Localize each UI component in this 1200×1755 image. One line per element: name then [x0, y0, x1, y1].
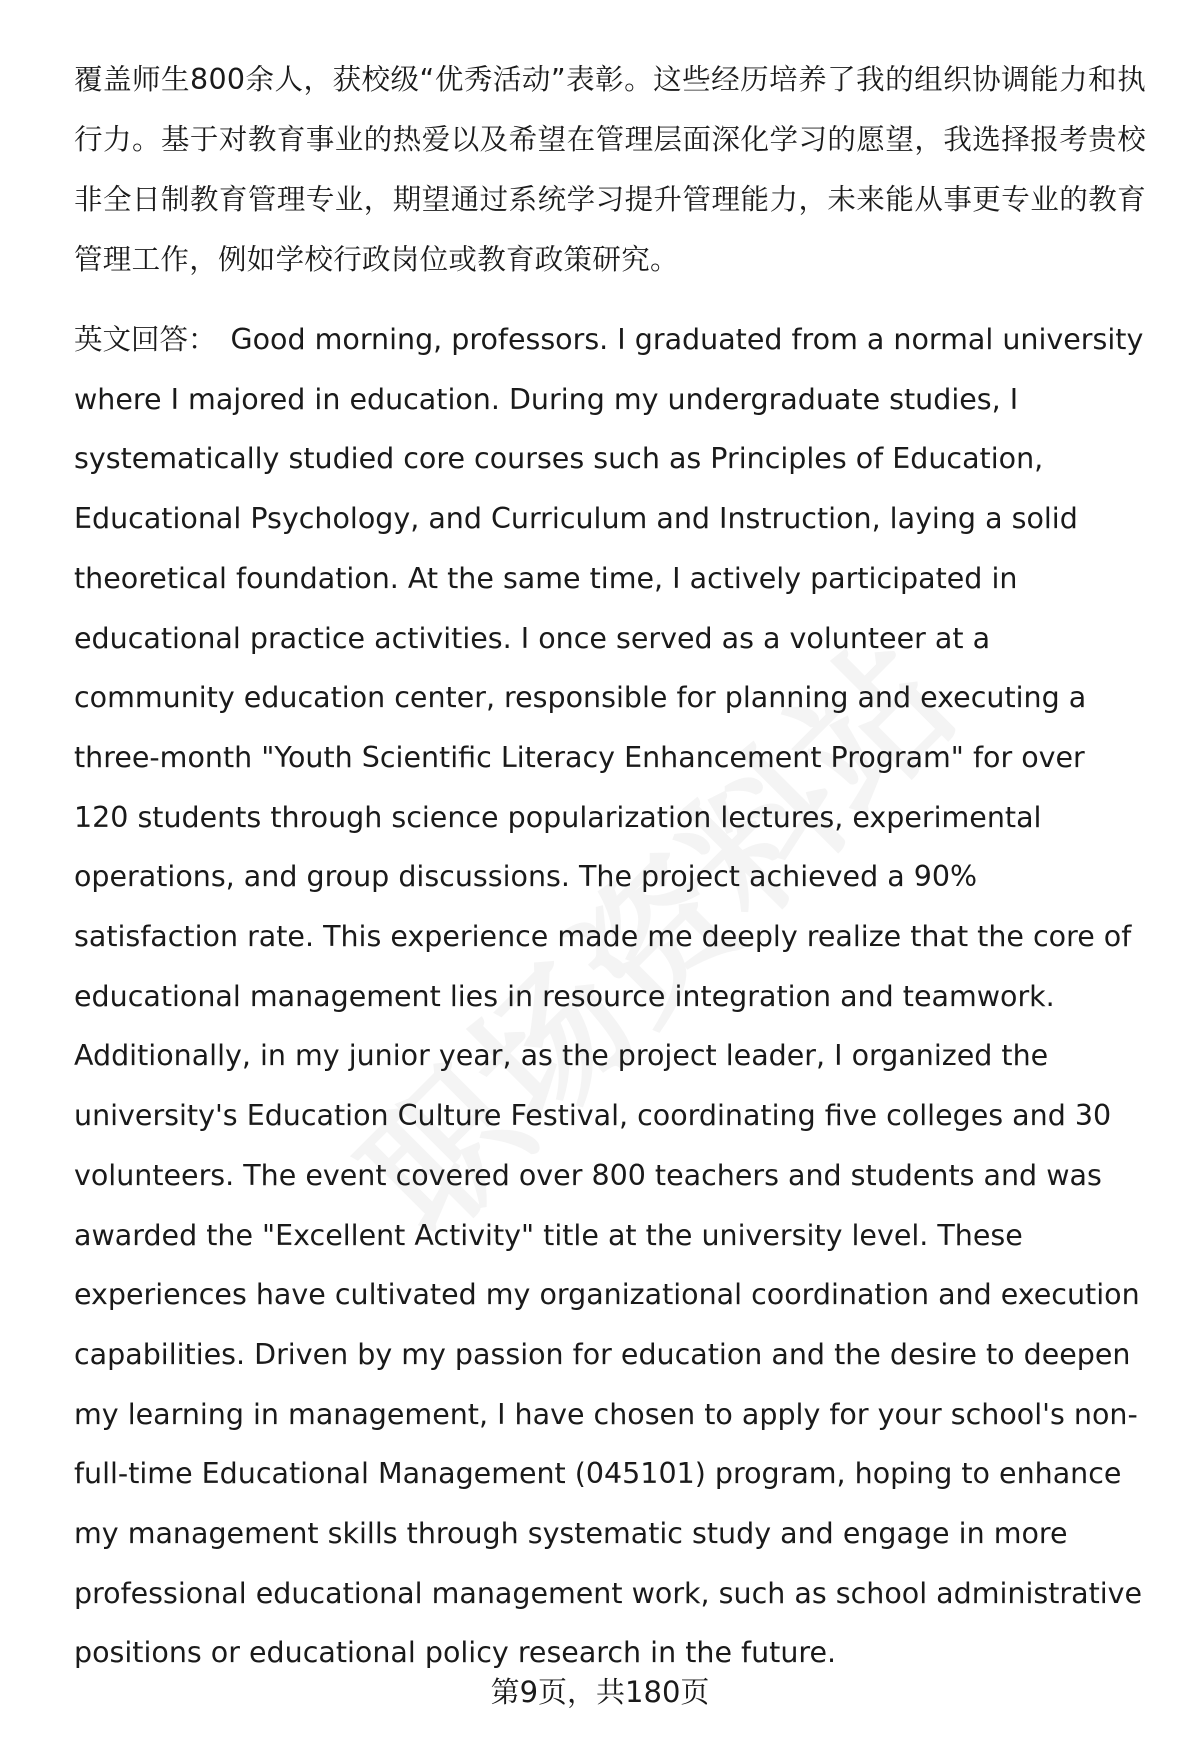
english-answer-label: 英文回答： [74, 323, 217, 356]
page-number-footer: 第9页，共180页 [490, 1675, 710, 1709]
english-answer-paragraph [74, 310, 1146, 1683]
document-body [74, 50, 1146, 1683]
chinese-paragraph: 覆盖师生800余人，获校级“优秀活动”表彰。这些经历培养了我的组织协调能力和执行力。基于对教育事业的热爱以及希望在管理层面深化学习的愿望，我选择报考贵校非全日制教育管理专业，期望通过系统学习提升管理能力，未来能从事更专业的教育管理工作，例如学校行政岗位或教育政策研究。 [74, 63, 1146, 276]
english-answer-text: Good morning, professors. I graduated from a normal university where I majored in education. During my undergraduate studies, I systematically studied core courses such as Principles of Education, Educational Psychology, and Curriculum and Instruction, laying a solid theoretical foundation. At the same time, I actively participated in educational practice activities. I once served as a volunteer at a community education center, responsible for planning and executing a three-month "Youth Scientific Literacy Enhancement Program" for over 120 students through science popularization lectures, experimental operations, and group discussions. The project achieved a 90% satisfaction rate. This experience made me deeply realize that the core of educational management lies in resource integration and teamwork. Additionally, in my junior year, as the project leader, I organized the university's Education Culture Festival, coordinating five colleges and 30 volunteers. The event covered over 800 teachers and students and was awarded the "Excellent Activity" title at the university level. These experiences have cultivated my organizational coordination and execution capabilities. Driven by my passion for education and the desire to deepen my learning in management, I have chosen to apply for your school's non-full-time Educational Management (045101) program, hoping to enhance my management skills through systematic study and engage in more professional educational management work, such as school administrative positions or educational policy research in the future. [74, 323, 1144, 1670]
